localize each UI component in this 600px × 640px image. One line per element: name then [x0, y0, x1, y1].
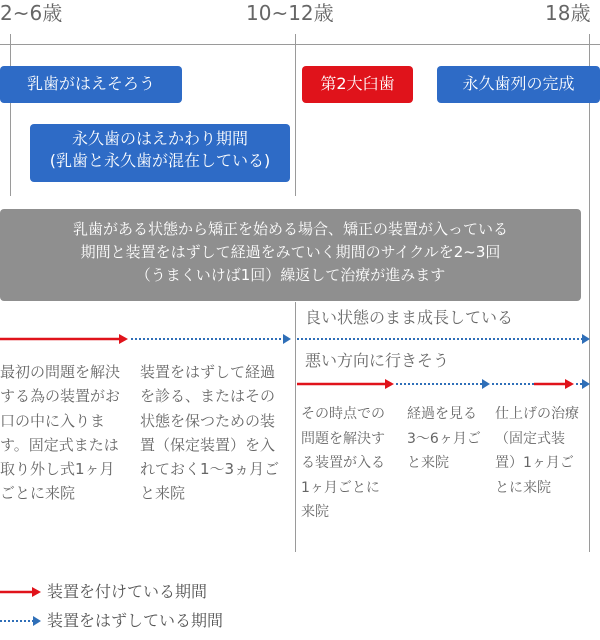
stage-baby-teeth-badge: 乳歯がはえそろう	[0, 66, 182, 103]
good-branch-arrowhead	[582, 334, 590, 344]
branch-bad-label: 悪い方向に行きそう	[305, 351, 450, 370]
summary-line3: （うまくいけば1回）繰返して治療が進みます	[135, 266, 446, 284]
legend-inactive-label: 装置をはずしている期間	[47, 611, 224, 630]
inactive-period-arrowhead-4	[582, 379, 590, 389]
row2-arrows	[297, 379, 590, 389]
legend-active-label: 装置を付けている期間	[47, 582, 208, 601]
description-first-appliance: 最初の問題を解決する為の装置がお口の中に入ります。固定式または取り外し式1ヶ月ごとに来院	[0, 363, 121, 503]
summary-line2: 期間と装置をはずして経過をみていく期間のサイクルを2~3回	[80, 243, 501, 261]
age-label-10-12: 10~12歳	[246, 1, 334, 25]
age-label-18: 18歳	[545, 1, 591, 25]
mixed-dentition-line2: (乳歯と永久歯が混在している)	[49, 151, 271, 170]
mixed-dentition-line1: 永久歯のはえかわり期間	[71, 129, 248, 148]
inactive-period-arrowhead-1	[283, 334, 291, 344]
legend-arrows	[0, 587, 41, 626]
age-label-2-6: 2~6歳	[0, 1, 63, 25]
inactive-period-arrowhead-2	[482, 379, 490, 389]
active-period-arrowhead-2	[385, 379, 394, 389]
stage-second-molar-badge: 第2大臼歯	[302, 66, 413, 103]
active-period-arrowhead-3	[565, 379, 574, 389]
description-problem-appliance: その時点での問題を解決する装置が入る1ヶ月ごとに来院	[301, 406, 385, 520]
summary-line1: 乳歯がある状態から矯正を始める場合、矯正の装置が入っている	[72, 220, 508, 238]
description-retention-period: 装置をはずして経過を診る、またはその状態を保つための装置（保定装置）を入れておく1〜3ヵ月ごと来院	[140, 363, 280, 503]
row1-arrows	[0, 334, 590, 344]
active-period-arrowhead-1	[119, 334, 128, 344]
stage-permanent-complete-badge: 永久歯列の完成	[437, 66, 600, 103]
description-finishing: 仕上げの治療（固定式装置）1ヶ月ごとに来院	[495, 406, 579, 496]
description-observation: 経過を見る3〜6ヶ月ごと来院	[407, 406, 481, 471]
branch-good-label: 良い状態のまま成長している	[305, 308, 514, 327]
legend-inactive-arrowhead	[33, 616, 41, 626]
legend-active-arrowhead	[32, 587, 41, 597]
